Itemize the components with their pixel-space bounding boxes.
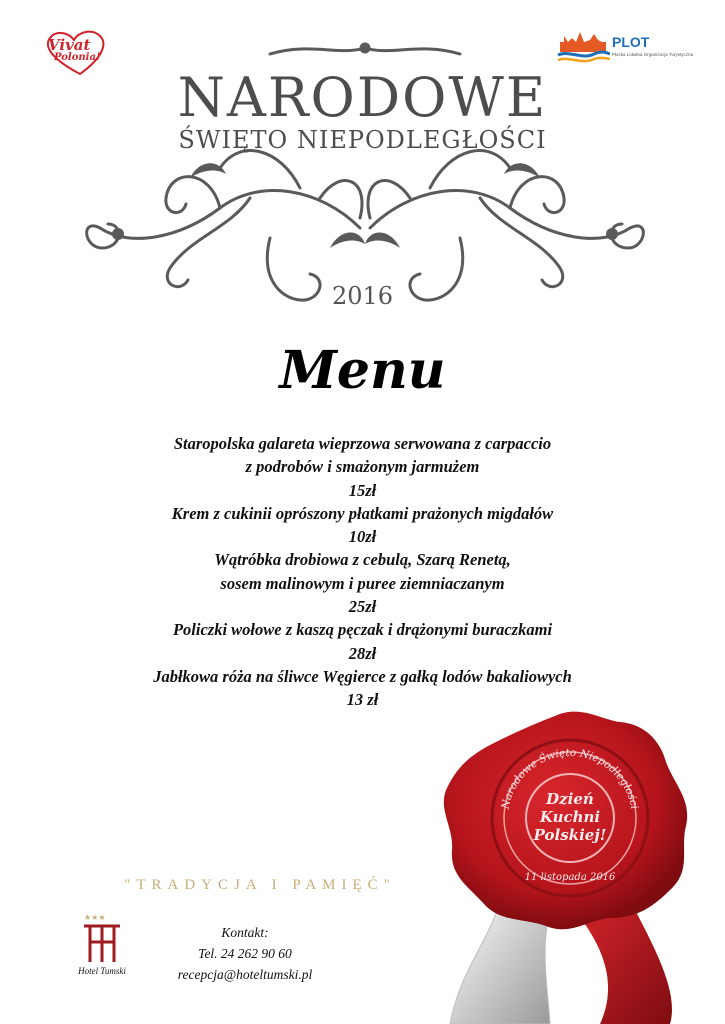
menu-price: 10zł	[348, 527, 377, 547]
menu-list	[60, 432, 665, 712]
wax-seal	[430, 700, 720, 1024]
event-year: 2016	[331, 282, 394, 310]
contact-email[interactable]: recepcja@hoteltumski.pl	[177, 967, 313, 982]
menu-line: Krem z cukinii oprószony płatkami prażonych migdałów	[171, 503, 554, 523]
vivat-text: Vivat	[48, 36, 91, 54]
menu-heading: Menu	[279, 340, 446, 401]
svg-text:★★★: ★★★	[84, 913, 106, 922]
menu-line: Policzki wołowe z kaszą pęczak i drążonymi buraczkami	[172, 620, 553, 640]
seal-word-3: Polskiej!	[533, 826, 607, 844]
hotel-name: Hotel Tumski	[78, 966, 126, 976]
plot-subtitle: Płocka Lokalna Organizacja Turystyczna	[612, 52, 694, 57]
page-title: NARODOWE	[177, 66, 548, 129]
plot-name: PLOT	[612, 34, 650, 50]
tagline: "TRADYCJA I PAMIĘĆ"	[124, 877, 396, 893]
menu-price: 13 zł	[346, 690, 379, 710]
page-subtitle: ŚWIĘTO NIEPODLEGŁOŚCI	[178, 126, 547, 154]
seal-arc-path: Narodowe Święto Niepodległości	[499, 746, 641, 811]
menu-price: 15zł	[348, 480, 377, 500]
contact-phone: Tel. 24 262 90 60	[198, 946, 292, 961]
menu-line: Wątróbka drobiowa z cebulą, Szarą Renetą,	[214, 550, 511, 570]
hotel-logo	[62, 912, 142, 982]
menu-line: sosem malinowym i puree ziemniaczanym	[220, 573, 505, 593]
contact-block	[150, 922, 340, 985]
seal-word-1: Dzień	[546, 790, 594, 808]
menu-price: 28zł	[348, 643, 377, 663]
menu-line: Jabłkowa róża na śliwce Węgierce z gałką lodów bakaliowych	[153, 666, 572, 686]
hotel-emblem-icon	[62, 912, 142, 966]
menu-line: z podrobów i smażonym jarmużem	[245, 457, 480, 477]
seal-word-2: Kuchni	[539, 808, 601, 826]
polonia-text: Polonia!	[54, 52, 101, 63]
menu-price: 25zł	[348, 597, 377, 617]
contact-label: Kontakt:	[221, 925, 269, 940]
seal-date: 11 listopada 2016	[524, 872, 616, 883]
menu-line: Staropolska galareta wieprzowa serwowana z carpaccio	[173, 434, 552, 453]
